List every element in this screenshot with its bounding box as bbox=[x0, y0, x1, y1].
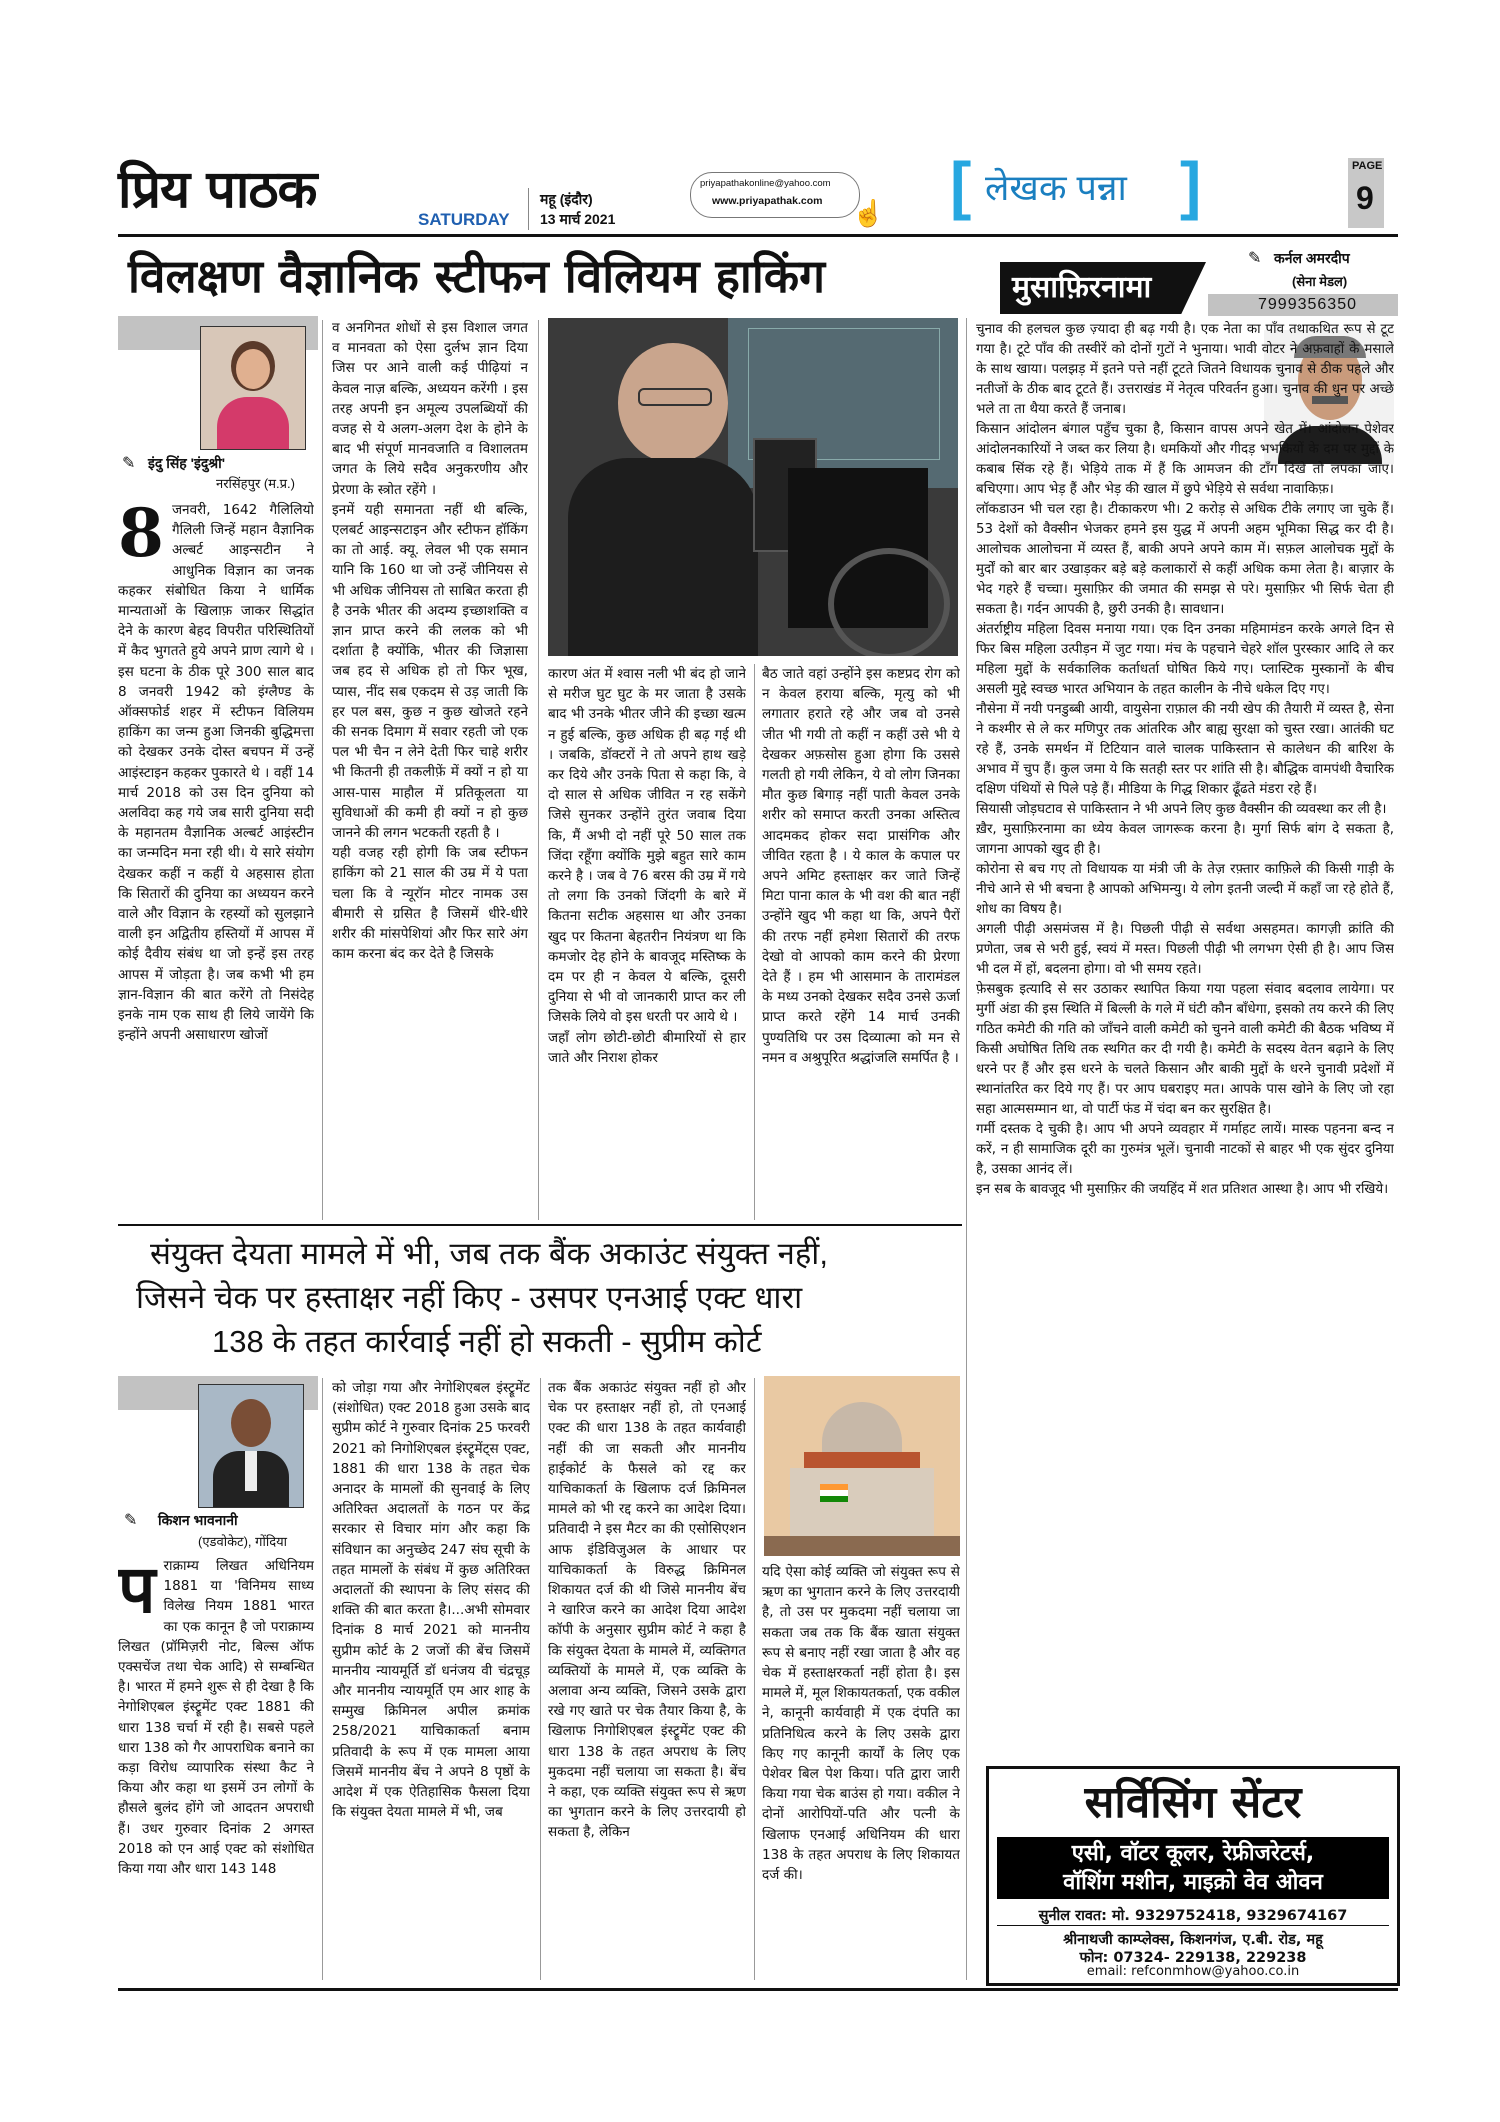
story2-column-2: को जोड़ा गया और नेगोशिएबल इंस्ट्रूमेंट (संशोधित) एक्ट 2018 हुआ उसके बाद सुप्रीम कोर्ट ने गुरुवार दिनांक 25 फरवरी 2021 को निगोशिएबल इंस्ट्रूमेंट्स एक्ट, 1881 की धारा 138 के तहत चेक अनादर के मामलों की सुनवाई के लिए अतिरिक्त अदालतों के गठन पर केंद्र सरकार से विचार मांग और कहा कि संविधान का अनुच्छेद 247 संघ सूची के तहत मामलों के संबंध में कुछ अतिरिक्त अदालतों की स्थापना के लिए संसद की शक्ति की बात करता है।...अभी सोमवार दिनांक 8 मार्च 2021 को माननीय सुप्रीम कोर्ट के 2 जजों की बेंच जिसमें माननीय न्यायमूर्ति डॉ धनंजय वी चंद्रचूड़ और माननीय न्यायमूर्ति एम आर शाह के सम्मुख क्रिमिनल अपील क्रमांक 258/2021 याचिकाकर्ता बनाम प्रतिवादी के रूप में एक मामला आया जिसमें माननीय बेंच ने अपने 8 पृष्ठों के आदेश में एक ऐतिहासिक फैसला दिया कि संयुक्त देयता मामले में भी, जब bbox=[332, 1380, 530, 1821]
page-bottom-rule bbox=[118, 1988, 1398, 1991]
masthead-website[interactable]: www.priyapathak.com bbox=[712, 195, 823, 207]
musafirnama-title: मुसाफ़िरनामा bbox=[1012, 271, 1152, 304]
story1-column-3: कारण अंत में श्वास नली भी बंद हो जाने से मरीज घुट घुट के मर जाता है उसके बाद भी उनके भीतर जीने की इच्छा खत्म न हुई बल्कि, कुछ अधिक ही बढ़ गई थी । जबकि, डॉक्टरों ने तो अपने हाथ खड़े कर दिये और उनके पिता से कहा कि, वे दो साल से अधिक जीवित न रह सकेंगे जिसे सुनकर उन्होंने तुरंत जवाब दिया कि, मैं अभी दो नहीं पूरे 50 साल तक जिंदा रहूँगा क्योंकि मुझे बहुत सारे काम करने है । जब वे 76 बरस की उम्र में गये तो लगा कि उनको जिंदगी के बारे में कितना सटीक अहसास था और उनका खुद पर कितना बेहतरीन नियंत्रण था कि कमजोर देह होने के बावजूद मस्तिष्क के दम पर ही न केवल ये बल्कि, दूसरी दुनिया से भी वो जानकारी प्राप्त कर ली जिसके लिये वो इस धरती पर आये थे । जहाँ लोग छोटी-छोटी बीमारियों से हार जाते और निराश होकर bbox=[548, 666, 746, 1066]
pen-icon-2: ✎ bbox=[124, 1512, 138, 1529]
ad-contact: सुनील रावत: मो. 9329752418, 9329674167 bbox=[1038, 1908, 1348, 1924]
pen-icon-3: ✎ bbox=[1248, 250, 1262, 267]
pen-icon: ✎ bbox=[122, 455, 136, 472]
hawking-photo bbox=[548, 318, 958, 656]
story3-author: कर्नल अमरदीप bbox=[1274, 250, 1350, 266]
ad-line-1: एसी, वॉटर कूलर, रेफ्रीजरेटर्स, bbox=[1071, 1841, 1315, 1866]
story1-location: नरसिंहपुर (म.प्र.) bbox=[216, 476, 295, 491]
story2-author: किशन भावनानी bbox=[158, 1512, 238, 1528]
story1-col1-text: जनवरी, 1642 गैलिलियो गैलिली जिन्हें महान वैज्ञानिक अल्बर्ट आइन्सटीन ने आधुनिक विज्ञान का जनक कहकर संबोधित किया ने धार्मिक मान्यताओं के खिलाफ़ जाकर सिद्धांत देने के कारण बेहद विपरीत परिस्थितियों में कैद भुगतते हुये अपने प्राण त्यागे थे । इस घटना के ठीक पूरे 300 साल बाद 8 जनवरी 1942 को इंग्लैण्ड के ऑक्सफोर्ड शहर में स्टीफन विलियम हाकिंग का जन्म हुआ जिनकी बुद्धिमत्ता को देखकर उनके दोस्त बचपन में उन्हें आइंस्टाइन कहकर पुकारते थे । वहीं 14 मार्च 2018 को उस दिन दुनिया को अलविदा कह गये जब सारी दुनिया सदी के महानतम वैज्ञानिक अल्बर्ट आइंस्टीन का जन्मदिन मना रही थी। ये सारे संयोग देखकर कहीं न कहीं ये अहसास होता कि सितारों की दुनिया का अध्ययन करने वाले और विज्ञान के रहस्यों को सुलझाने वाली इन अद्वितीय हस्तियों में आपस में कोई दैवीय संबंध था जो इन्हें इस तरह आपस में जोड़ता है। जब कभी भी हम ज्ञान-विज्ञान की बात करेंगे तो निसंदेह इनके नाम एक साथ ही लिये जायेंगे कि इन्होंने अपनी असाधारण खोजों bbox=[118, 502, 314, 1044]
story2-location: (एडवोकेट), गोंदिया bbox=[198, 1534, 288, 1549]
story1-dropcap: 8 bbox=[118, 500, 164, 572]
masthead-date: 13 मार्च 2021 bbox=[540, 211, 616, 227]
masthead-email[interactable]: priyapathakonline@yahoo.com bbox=[700, 178, 831, 189]
servicing-ad bbox=[986, 1766, 1400, 1986]
story2-headline-line-3: 138 के तहत कार्रवाई नहीं हो सकती - सुप्रीम कोर्ट bbox=[212, 1324, 762, 1359]
ad-divider bbox=[997, 1925, 1389, 1926]
masthead-divider bbox=[528, 188, 529, 230]
masthead-title: प्रिय पाठक bbox=[118, 160, 317, 220]
story2-divider-2 bbox=[540, 1378, 541, 1980]
story3-rank: (सेना मेडल) bbox=[1292, 274, 1348, 289]
story2-headline-line-1: संयुक्त देयता मामले में भी, जब तक बैंक अकाउंट संयुक्त नहीं, bbox=[150, 1236, 828, 1271]
story1-column-1 bbox=[118, 500, 314, 1220]
ad-address: श्रीनाथजी काम्प्लेक्स, किशनगंज, ए.बी. रोड, महू bbox=[1063, 1932, 1323, 1948]
section-title: लेखक पन्ना bbox=[985, 167, 1127, 208]
story3-text: चुनाव की हलचल कुछ ज़्यादा ही बढ़ गयी है। एक नेता का पाँव तथाकथित रूप से टूट गया है। टूटे पाँव की तस्वीरें को दोनों गुटों ने भुनाया। भावी वोटर ने अफ़वाहों के मसाले के साथ खाया। पलझड़ में इतने पत्ते नहीं टूटते जितने विधायक चुनाव से ठीक पहले और नतीजों के ठीक बाद टूटते हैं। उत्तराखंड में नेतृत्व परिवर्तन हुआ। चुनाव की धुन पर अच्छे भले ता ता थैया करते हैं जनाब। किसान आंदोलन बंगाल पहुँच चुका है, किसान वापस अपने खेत में। आंदोलन पेशेवर आंदोलनकारियों ने जब्त कर लिया है। धमकियों और गीदड़ भभकियों के दम पर मुद्दों के कबाब सिंक रहे हैं। भेड़िये ताक में हैं कि आमजन की टाँग दिखे तो लपका जाए। बचिएगा। आप भेड़ हैं और भेड़ की खाल में छुपे भेड़िये से सर्वथा नावाकिफ़। लॉकडाउन भी चल रहा है। टीकाकरण भी। 2 करोड़ से अधिक टीके लगाए जा चुके हैं। 53 देशों को वैक्सीन भेजकर हमने इस युद्ध में अपनी अहम भूमिका सिद्ध कर दी है। आलोचक आलोचना में व्यस्त हैं, बाकी अपने अपने काम में। सफ़ल आलोचक मुद्दों के मुर्दों को बार बार उखाड़कर बड़े बड़े कलाकारों से कहीं अधिक कमा लेता है। बाज़ार के भेद गहरे हैं चच्चा। मुसाफ़िर की जमात की समझ से परे। मुसाफ़िर भी सिर्फ चेता ही सकता है। गर्दन आपकी है, छुरी उनकी है। सावधान। अंतर्राष्ट्रीय महिला दिवस मनाया गया। एक दिन उनका महिमामंडन करके अगले दिन से फिर बिस महिला उत्पीड़न में जुट गया। मंच के पहचाने चेहरे शॉल पुरस्कार आदि ले कर महिला मुद्दों के सर्वकालिक कर्ताधर्ता घोषित किये गए। प्लास्टिक मुस्कानों के बीच असली मुद्दे स्वच्छ भारत अभियान के तहत कालीन के नीचे धकेल दिए गए। नौसेना में नयी पनडुब्बी आयी, वायुसेना राफ़ाल की नयी खेप की तैयारी में व्यस्त है, सेना ने कश्मीर से ले कर मणिपुर तक आंतरिक और बाह्य सुरक्षा को चुस्त रखा। आतंकी घट रहे हैं, उनके समर्थन में टिटियान वाले चालक पाकिस्तान से कालेधन की बारिश के अभाव में चुप हैं। कुल जमा ये कि सतही स्तर पर शांति सी है। बौद्धिक वामपंथी वैचारिक दक्षिण पंथियों से पिले पड़े हैं। मीडिया के गिद्ध शिकार ढूँढते मंडरा रहे हैं। सियासी जोड़घटाव से पाकिस्तान ने भी अपने लिए कुछ वैक्सीन की व्यवस्था कर ली है। ख़ैर, मुसाफ़िरनामा का ध्येय केवल जागरूक करना है। मुर्गा सिर्फ बांग दे सकता है, जागना आपको खुद ही है। कोरोना से बच गए तो विधायक या मंत्री जी के तेज़ रफ़्तार काफ़िले की किसी गाड़ी के नीचे आने से भी बचना है आपको अभिमन्यु। ये लोग इतनी जल्दी में कहाँ जा रहे होते हैं, शोध का विषय है। अगली पीढ़ी असमंजस में है। पिछली पीढ़ी से सर्वथा असहमत। कागज़ी क्रांति की प्रणेता, जब से भरी हुई, स्वयं में मस्त। पिछली पीढ़ी भी लगभग ऐसी ही है। आप जिस भी दल में हों, बदलना होगा। वो भी समय रहते। फ़ेसबुक इत्यादि से सर उठाकर स्थापित किया गया पहला संवाद बदलाव लायेगा। पर मुर्गी अंडा की इस स्थिति में बिल्ली के गले में घंटी कौन बाँधेगा, इसको तय करने की लिए गठित कमेटी की गति को जाँचने वाली कमेटी को चुनने वाली कमेटी की बैठक भविष्य में किसी अघोषित तिथि तक स्थगित कर दी गयी है। कमेटी के सदस्य वेतन बढ़ाने के लिए धरने पर हैं और इस धरने के चलते किसान और बाकी मुद्दों के धरने चुनावी प्रदेशों में स्थानांतरित कर दिये गए हैं। पर आप घबराइए मत। आपके पास खोने के लिए जो रहा सहा आत्मसम्मान था, वो पार्टी फंड में चंदा बन कर सुरक्षित है। गर्मी दस्तक दे चुकी है। आप भी अपने व्यवहार में गर्माहट लायें। मास्क पहनना बन्द न करें, न ही सामाजिक दूरी का गुरुमंत्र भूलें। चुनावी नाटकों से बाहर भी एक सुंदर दुनिया है, उसका आनंद लें। इन सब के बावजूद भी मुसाफ़िर की जयहिंद में शत प्रतिशत आस्था है। आप भी रखिये। bbox=[976, 322, 1394, 1197]
section-bracket-right: ] bbox=[1180, 149, 1202, 221]
story2-dropcap: प bbox=[118, 1556, 156, 1628]
right-column-divider bbox=[966, 318, 967, 1980]
ad-title: सर्विसिंग सेंटर bbox=[1084, 1777, 1302, 1828]
story2-divider-3 bbox=[754, 1378, 755, 1980]
story1-column-2: व अनगिनत शोधों से इस विशाल जगत व मानवता को ऐसा दुर्लभ ज्ञान दिया जिस पर आने वाली कई पीढ़ियां न केवल नाज़ बल्कि, अध्ययन करेंगी । इस तरह अपनी इन अमूल्य उपलब्धियों की वजह से ये अलग-अलग देश के होने के बाद भी संपूर्ण मानवजाति व विशालतम जगत के लिये सदैव अनुकरणीय और प्रेरणा के स्त्रोत रहेंगे । इनमें यही समानता नहीं थी बल्कि, एलबर्ट आइन्सटाइन और स्टीफन हॉकिंग का तो आई. क्यू. लेवल भी एक समान यानि कि 160 था जो उन्हें जीनियस से भी अधिक जीनियस तो साबित करता ही है उनके भीतर की अदम्य इच्छाशक्ति व ज्ञान प्राप्त करने की ललक को भी दर्शाता है क्योंकि, भीतर की जिज्ञासा जब हद से अधिक हो तो फिर भूख, प्यास, नींद सब एकदम से उड़ जाती कि हर पल बस, कुछ न कुछ खोजते रहने की सनक दिमाग में सवार रहती जो एक पल भी चैन न लेने देती फिर चाहे शरीर भी कितनी ही तकलीफ़ें में क्यों न हो या आस-पास माहौल में प्रतिकूलता या सुविधाओं की कमी ही क्यों न हो कुछ जानने की लगन भटकती रहती है । यही वजह रही होगी कि जब स्टीफन हाकिंग को 21 साल की उम्र में ये पता चला कि वे न्यूरॉन मोटर नामक उस बीमारी से ग्रसित है जिसमें धीरे-धीरे शरीर की मांसपेशियां और फिर सारे अंग काम करना बंद कर देते है जिसके bbox=[332, 320, 528, 963]
story2-column-4: यदि ऐसा कोई व्यक्ति जो संयुक्त रूप से ऋण का भुगतान करने के लिए उत्तरदायी है, तो उस पर मुकदमा नहीं चलाया जा सकता जब तक कि बैंक खाता संयुक्त रूप से बनाए नहीं रखा जाता है और वह चेक में हस्ताक्षरकर्ता नहीं होता है। इस मामले में, मूल शिकायतकर्ता, एक वकील ने, कानूनी कार्यवाही में एक दंपति का प्रतिनिधित्व करने के लिए उसके द्वारा किए गए कानूनी कार्यों के लिए एक पेशेवर बिल पेश किया। पति द्वारा जारी किया गया चेक बाउंस हो गया। वकील ने दोनों आरोपियों-पति और पत्नी के खिलाफ एनआई अधिनियम की धारा 138 के तहत अपराध के लिए शिकायत दर्ज की। bbox=[762, 1564, 960, 1884]
ad-email[interactable]: email: refconmhow@yahoo.co.in bbox=[1086, 1964, 1300, 1979]
section-bracket-left: [ bbox=[950, 149, 972, 221]
story2-col1-text: राक्राम्य लिखत अधिनियम 1881 या 'विनिमय साध्य विलेख नियम 1881 भारत का एक कानून है जो पराक्राम्य लिखत (प्रॉमिज़री नोट, बिल्स ऑफ एक्सचेंज तथा चेक आदि) से सम्बन्धित है। भारत में हमने शुरू से ही देखा है कि नेगोशिएबल इंस्ट्रूमेंट एक्ट 1881 की धारा 138 चर्चा में रही है। सबसे पहले धारा 138 को गैर आपराधिक बनाने का कड़ा विरोध व्यापारिक संस्था कैट ने किया और कहा था इसमें उन लोगों के हौसले बुलंद होंगे जो आदतन अपराधी हैं। उधर गुरुवार दिनांक 2 अगस्त 2018 को एन आई एक्ट को संशोधित किया गया और धारा 143 148 bbox=[118, 1558, 314, 1878]
story2-column-1 bbox=[118, 1556, 314, 1980]
supreme-court-photo bbox=[764, 1376, 960, 1556]
author1-photo bbox=[200, 326, 306, 450]
masthead-day: SATURDAY bbox=[418, 210, 510, 229]
story1-divider-1 bbox=[322, 320, 323, 1220]
page-number: 9 bbox=[1356, 180, 1374, 216]
pointer-hand-icon: ☝ bbox=[852, 198, 885, 228]
story1-author: इंदु सिंह 'इंदुश्री' bbox=[148, 455, 226, 471]
page-label: PAGE bbox=[1352, 160, 1383, 172]
author2-photo bbox=[198, 1384, 304, 1508]
ad-phone: फोन: 07324- 229138, 229238 bbox=[1079, 1950, 1307, 1966]
story1-bottom-rule bbox=[118, 1224, 962, 1226]
masthead-rule bbox=[118, 234, 1398, 237]
story2-column-3: तक बैंक अकाउंट संयुक्त नहीं हो और चेक पर हस्ताक्षर नहीं हो, तो एनआई एक्ट की धारा 138 के तहत कार्यवाही नहीं की जा सकती और माननीय हाईकोर्ट के फैसले को रद्द कर याचिकाकर्ता के खिलाफ दर्ज क्रिमिनल मामले को भी रद्द करने का आदेश दिया। प्रतिवादी ने इस मैटर का की एसोसिएशन आफ इंडिविजुअल के आधार पर याचिकाकर्ता के विरुद्ध क्रिमिनल शिकायत दर्ज की थी जिसे माननीय बेंच ने खारिज करने का आदेश दिया आदेश कॉपी के अनुसार सुप्रीम कोर्ट ने कहा है कि संयुक्त देयता के मामले में, व्यक्तिगत व्यक्तियों के मामले में, एक व्यक्ति के अलावा अन्य व्यक्ति, जिसने उसके द्वारा रखे गए खाते पर चेक तैयार किया है, के खिलाफ निगोशिएबल इंस्ट्रूमेंट एक्ट की धारा 138 के तहत अपराध के लिए मुकदमा नहीं चलाया जा सकता है। बेंच ने कहा, एक व्यक्ति संयुक्त रूप से ऋण का भुगतान करने के लिए उत्तरदायी हो सकता है, लेकिन bbox=[548, 1380, 746, 1841]
story3-phone: 7999356350 bbox=[1258, 296, 1357, 313]
masthead-place: महू (इंदौर) bbox=[540, 191, 593, 207]
story1-headline: विलक्षण वैज्ञानिक स्टीफन विलियम हाकिंग bbox=[128, 249, 825, 303]
story1-column-4: बैठ जाते वहां उन्होंने इस कष्टप्रद रोग को न केवल हराया बल्कि, मृत्यु को भी लगातार हराते रहे और जब वो उनसे जीत भी गयी तो कहीं न कहीं उसे भी ये देखकर अफ़सोस हुआ होगा कि उससे गलती हो गयी लेकिन, ये वो लोग जिनका मौत कुछ बिगाड़ नहीं पाती केवल उनके शरीर को समाप्त करती उनका अस्तित्व आदमकद होकर सदा प्रासंगिक और जीवित रहता है । ये काल के कपाल पर अपने अमिट हस्ताक्षर कर जाते जिन्हें मिटा पाना काल के भी वश की बात नहीं उन्होंने खुद भी कहा था कि, अपने पैरों की तरफ नहीं हमेशा सितारों की तरफ देखो वो आपको काम करने की प्रेरणा देते हैं । हम भी आसमान के तारामंडल के मध्य उनको देखकर सदैव उनसे ऊर्जा प्राप्त करते रहेंगे 14 मार्च उनकी पुण्यतिथि पर उस दिव्यात्मा को मन से नमन व अश्रुपूरित श्रद्धांजलि समर्पित है । bbox=[762, 666, 960, 1066]
ad-line-2: वॉशिंग मशीन, माइक्रो वेव ओवन bbox=[1063, 1870, 1323, 1895]
story1-divider-3 bbox=[754, 664, 755, 1220]
story1-divider-2 bbox=[538, 320, 539, 1220]
story2-divider-1 bbox=[322, 1378, 323, 1980]
story2-headline-line-2: जिसने चेक पर हस्ताक्षर नहीं किए - उसपर एनआई एक्ट धारा bbox=[136, 1280, 803, 1315]
